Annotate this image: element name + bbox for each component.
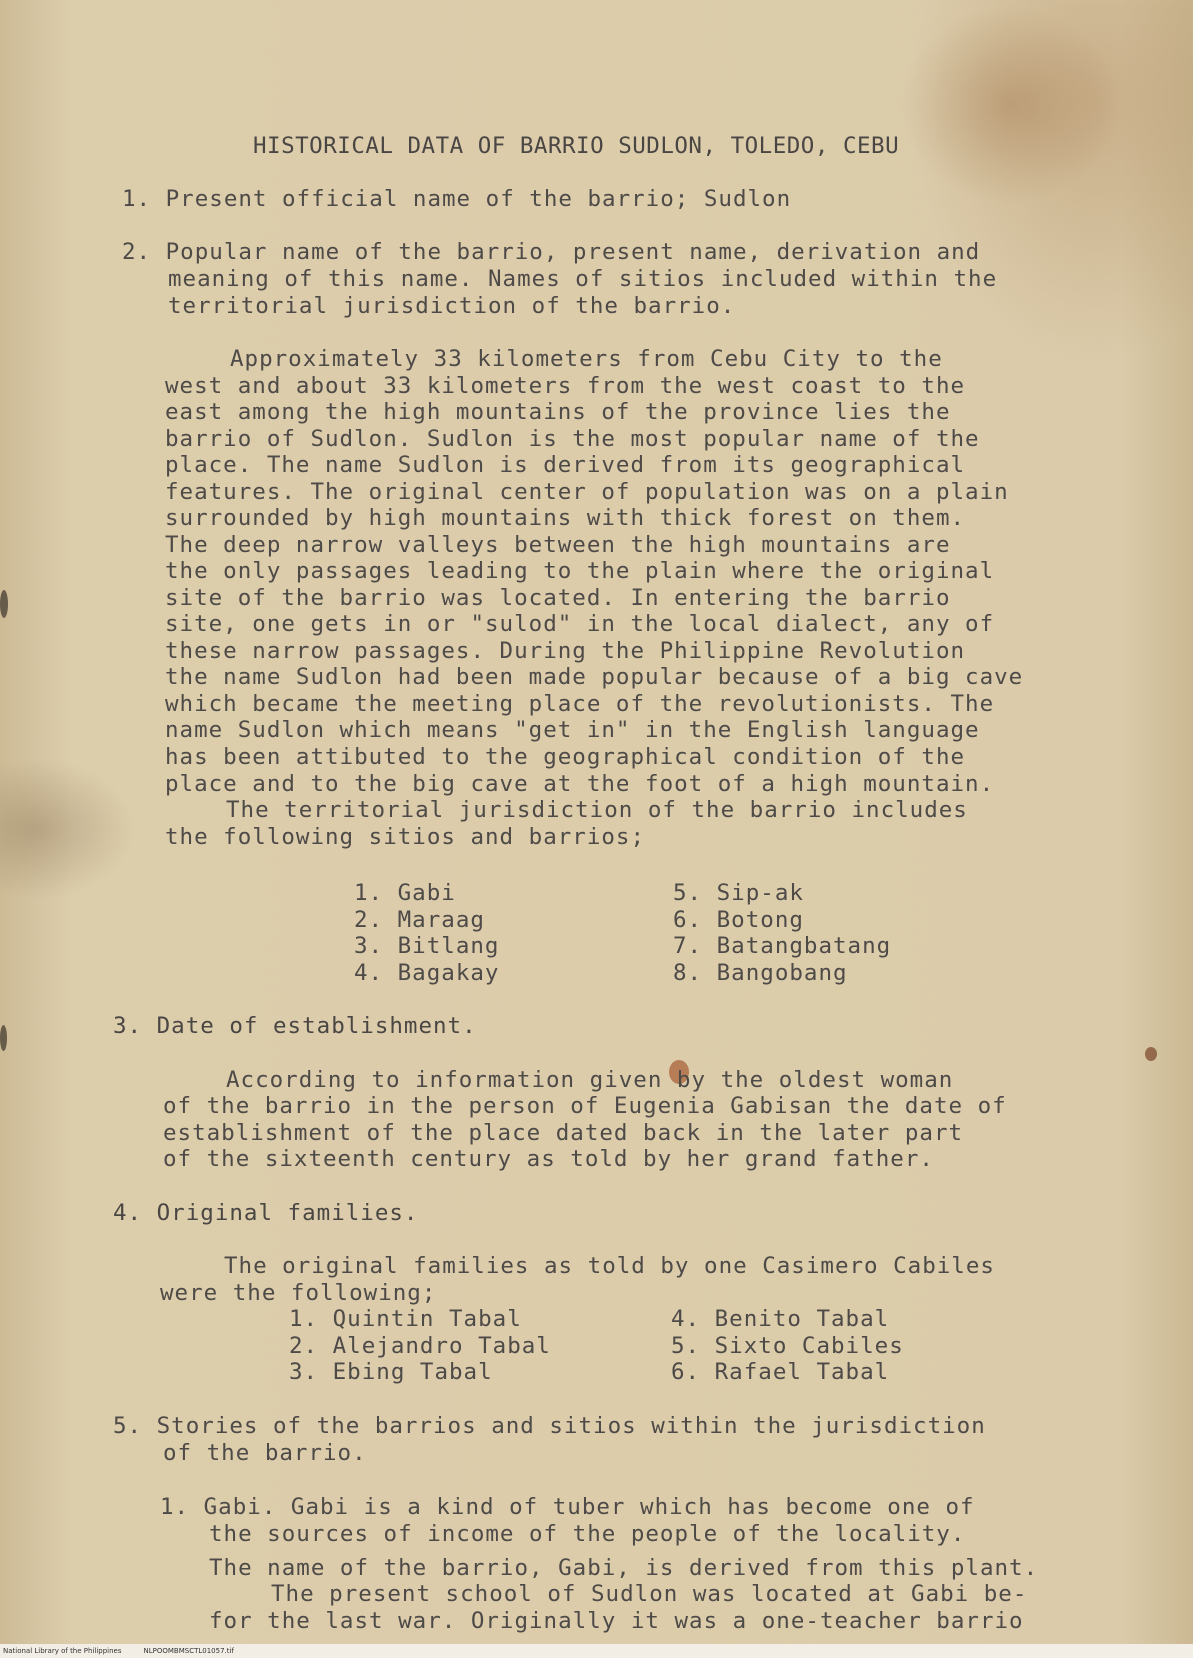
gabi-story-line: 1. Gabi. Gabi is a kind of tuber which has become one of (160, 1494, 975, 1520)
item-2-line: 2. Popular name of the barrio, present name, derivation and (122, 239, 981, 265)
sitio-list-item: 5. Sip-ak (673, 880, 804, 906)
sitio-list-item: 4. Bagakay (354, 960, 500, 986)
sitio-list-item: 2. Maraag (354, 907, 485, 933)
paragraph-line: Approximately 33 kilometers from Cebu City to the (230, 346, 943, 372)
edge-mark (0, 590, 8, 618)
gabi-story-line: the sources of income of the people of the locality. (209, 1521, 966, 1547)
paragraph-line: which became the meeting place of the revolutionists. The (165, 691, 995, 717)
family-list-item: 1. Quintin Tabal (289, 1306, 522, 1332)
paragraph-line: were the following; (160, 1280, 437, 1306)
gabi-story-line: for the last war. Originally it was a one-teacher barrio (209, 1608, 1024, 1634)
gabi-story-line: The name of the barrio, Gabi, is derived from this plant. (209, 1555, 1039, 1581)
family-list-item: 3. Ebing Tabal (289, 1359, 493, 1385)
footer-file: NLPOOMBMSCTL01057.tif (143, 1647, 234, 1655)
ink-blot (1145, 1047, 1157, 1061)
paragraph-line: The original families as told by one Casimero Cabiles (224, 1253, 995, 1279)
family-list-item: 2. Alejandro Tabal (289, 1333, 551, 1359)
paragraph-line: the only passages leading to the plain where the original (165, 558, 995, 584)
document-title: HISTORICAL DATA OF BARRIO SUDLON, TOLEDO, CEBU (253, 133, 900, 159)
family-list-item: 5. Sixto Cabiles (671, 1333, 904, 1359)
sitio-list-item: 6. Botong (673, 907, 804, 933)
sitio-list-item: 8. Bangobang (673, 960, 848, 986)
coffee-stain (900, 5, 1120, 205)
sitio-list-item: 1. Gabi (354, 880, 456, 906)
gabi-story-line: The present school of Sudlon was located at Gabi be- (271, 1581, 1028, 1607)
item-4-heading: 4. Original families. (113, 1200, 419, 1226)
paragraph-line: place and to the big cave at the foot of a high mountain. (165, 771, 995, 797)
paragraph-line: place. The name Sudlon is derived from its geographical (165, 452, 966, 478)
scan-footer (0, 1644, 1193, 1658)
paragraph-line: barrio of Sudlon. Sudlon is the most popular name of the (165, 426, 980, 452)
item-3-heading: 3. Date of establishment. (113, 1013, 477, 1039)
item-2-line: meaning of this name. Names of sitios included within the (168, 266, 998, 292)
paragraph-line: site of the barrio was located. In entering the barrio (165, 585, 951, 611)
family-list-item: 6. Rafael Tabal (671, 1359, 890, 1385)
sitio-list-item: 7. Batangbatang (673, 933, 892, 959)
paragraph-line: east among the high mountains of the province lies the (165, 399, 951, 425)
paragraph-line: name Sudlon which means "get in" in the English language (165, 717, 980, 743)
paragraph-line: west and about 33 kilometers from the west coast to the (165, 373, 966, 399)
item-2-line: territorial jurisdiction of the barrio. (168, 293, 736, 319)
paragraph-line: The deep narrow valleys between the high mountains are (165, 532, 951, 558)
paragraph-line: of the sixteenth century as told by her grand father. (163, 1146, 934, 1172)
item-1-official-name: 1. Present official name of the barrio; Sudlon (122, 186, 792, 212)
paragraph-line: features. The original center of population was on a plain (165, 479, 1009, 505)
paragraph-line: The territorial jurisdiction of the barrio includes (226, 797, 968, 823)
item-5-line: of the barrio. (163, 1440, 367, 1466)
footer-library: National Library of the Philippines (3, 1647, 122, 1655)
item-5-line: 5. Stories of the barrios and sitios within the jurisdiction (113, 1413, 986, 1439)
paragraph-line: the following sitios and barrios; (165, 824, 646, 850)
paragraph-line: surrounded by high mountains with thick forest on them. (165, 505, 966, 531)
paragraph-line: According to information given by the oldest woman (226, 1067, 954, 1093)
edge-mark (0, 1025, 7, 1051)
paragraph-line: establishment of the place dated back in the later part (163, 1120, 964, 1146)
paragraph-line: of the barrio in the person of Eugenia Gabisan the date of (163, 1093, 1007, 1119)
paragraph-line: site, one gets in or "sulod" in the local dialect, any of (165, 611, 995, 637)
paragraph-line: has been attibuted to the geographical condition of the (165, 744, 966, 770)
paragraph-line: the name Sudlon had been made popular because of a big cave (165, 664, 1024, 690)
sitio-list-item: 3. Bitlang (354, 933, 500, 959)
family-list-item: 4. Benito Tabal (671, 1306, 890, 1332)
paragraph-line: these narrow passages. During the Philippine Revolution (165, 638, 966, 664)
